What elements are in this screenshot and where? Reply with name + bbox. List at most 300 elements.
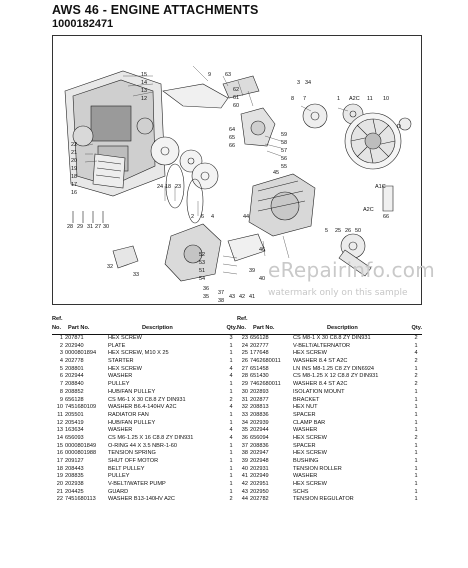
part-description: RADIATOR FAN bbox=[108, 411, 149, 418]
ref-number: 39 bbox=[241, 458, 248, 464]
quantity: 1 bbox=[229, 342, 233, 349]
quantity: 1 bbox=[414, 396, 418, 403]
part-description: WASHER bbox=[108, 373, 133, 380]
part-number: 208840 bbox=[65, 381, 84, 388]
part-number: 202951 bbox=[250, 481, 269, 488]
header-qty: Qty. bbox=[226, 325, 237, 331]
callout-66: 66 bbox=[229, 143, 236, 149]
watermark-subtext: watermark only on this sample bbox=[268, 288, 408, 298]
part-number: 651458 bbox=[250, 365, 269, 372]
quantity: 1 bbox=[414, 473, 418, 480]
part-number: 202938 bbox=[65, 481, 84, 488]
ref-number: 37 bbox=[241, 442, 248, 449]
part-number: 208835 bbox=[65, 473, 84, 480]
table-body-left bbox=[52, 335, 237, 504]
ref-number: 10 bbox=[56, 404, 63, 411]
part-number: 163634 bbox=[65, 427, 84, 434]
part-description: BRACKET bbox=[293, 396, 320, 403]
callout-36: 36 bbox=[203, 286, 210, 292]
ref-number: 4 bbox=[59, 358, 63, 365]
part-number: 209127 bbox=[65, 458, 84, 464]
table-row bbox=[237, 458, 422, 466]
header-description: Description bbox=[142, 325, 173, 331]
callout-42: 42 bbox=[239, 294, 246, 300]
callout-18: 18 bbox=[71, 174, 78, 180]
table-row bbox=[237, 420, 422, 428]
callout-58: 58 bbox=[281, 140, 288, 146]
callout-8: 8 bbox=[291, 96, 295, 102]
part-number: 208443 bbox=[65, 465, 84, 472]
callout-2: 2 bbox=[191, 214, 195, 220]
callout-57: 57 bbox=[281, 148, 288, 154]
callout-34: 34 bbox=[305, 80, 312, 86]
header-qty: Qty. bbox=[411, 325, 422, 331]
part-number: 202777 bbox=[250, 342, 269, 349]
ref-number: 42 bbox=[241, 481, 248, 488]
quantity: 4 bbox=[414, 350, 418, 357]
callout-65: 65 bbox=[229, 135, 236, 141]
table-row bbox=[52, 496, 237, 504]
part-description: WASHER bbox=[293, 427, 318, 434]
ref-number: 31 bbox=[241, 396, 248, 403]
part-number: 0000801988 bbox=[65, 450, 97, 457]
callout-43: 43 bbox=[229, 294, 236, 300]
callout-A2C: A2C bbox=[349, 96, 360, 102]
ref-number: 26 bbox=[241, 358, 248, 365]
callout-32: 32 bbox=[107, 264, 114, 270]
table-row bbox=[52, 466, 237, 474]
ref-number: 15 bbox=[56, 442, 63, 449]
table-body-right bbox=[237, 335, 422, 504]
part-description: GUARD bbox=[108, 488, 129, 495]
part-description: TENSION ROLLER bbox=[293, 465, 342, 472]
part-description: BUSHING bbox=[293, 458, 319, 464]
part-description: V-BELT/WATER PUMP bbox=[108, 481, 166, 488]
part-description: CS M8-1 X 30 C8.8 ZY DIN931 bbox=[293, 335, 371, 341]
callout-41: 41 bbox=[249, 294, 256, 300]
table-row bbox=[52, 458, 237, 466]
table-row bbox=[52, 343, 237, 351]
table-row bbox=[237, 397, 422, 405]
callout-11: 11 bbox=[367, 96, 373, 102]
ref-number: 21 bbox=[56, 488, 63, 495]
table-row bbox=[237, 381, 422, 389]
ref-number: 27 bbox=[241, 365, 248, 372]
callout-10: 10 bbox=[383, 96, 390, 102]
callout-7: 7 bbox=[303, 96, 307, 102]
quantity: 1 bbox=[229, 450, 233, 457]
callout-61: 61 bbox=[233, 95, 240, 101]
part-number: 656094 bbox=[250, 434, 269, 441]
callout-39: 39 bbox=[249, 268, 256, 274]
part-number: 656093 bbox=[65, 434, 84, 441]
table-row bbox=[52, 481, 237, 489]
table-row bbox=[52, 473, 237, 481]
quantity: 1 bbox=[229, 488, 233, 495]
callout-51: 51 bbox=[199, 268, 206, 274]
part-description: HEX SCREW bbox=[293, 450, 327, 457]
callout-6: 6 bbox=[201, 214, 205, 220]
part-number: 202948 bbox=[250, 458, 269, 464]
table-header bbox=[52, 316, 237, 335]
part-description: HEX SCREW bbox=[108, 365, 142, 372]
part-description: TENSION SPRING bbox=[108, 450, 156, 457]
header-ref: Ref. bbox=[237, 316, 248, 322]
callout-24: 24 bbox=[157, 184, 164, 190]
ref-number: 19 bbox=[56, 473, 63, 480]
part-description: WASHER 8.4 ST A2C bbox=[293, 358, 348, 365]
callout-D: D bbox=[397, 124, 401, 130]
page-title: AWS 46 - ENGINE ATTACHMENTS bbox=[52, 3, 259, 17]
part-number: 202944 bbox=[65, 373, 84, 380]
part-number: 7462680011 bbox=[250, 358, 281, 365]
part-description: PULLEY bbox=[108, 473, 130, 480]
callout-A2C-b: A2C bbox=[363, 207, 374, 213]
part-description: WASHER B6.4-140HV A2C bbox=[108, 404, 177, 411]
ref-number: 34 bbox=[241, 419, 248, 426]
table-row bbox=[237, 343, 422, 351]
part-number: 202944 bbox=[250, 427, 269, 434]
assembly-part-number: 1000182471 bbox=[52, 18, 114, 30]
ref-number: 18 bbox=[56, 465, 63, 472]
part-description: HEX SCREW bbox=[293, 481, 327, 488]
table-row bbox=[52, 412, 237, 420]
table-row bbox=[237, 373, 422, 381]
ref-number: 25 bbox=[241, 350, 248, 357]
quantity: 2 bbox=[414, 358, 418, 365]
table-row bbox=[52, 427, 237, 435]
ref-number: 22 bbox=[56, 496, 63, 503]
table-row bbox=[237, 427, 422, 435]
table-row bbox=[52, 397, 237, 405]
table-row bbox=[52, 420, 237, 428]
quantity: 4 bbox=[229, 404, 233, 411]
callout-20: 20 bbox=[71, 158, 78, 164]
ref-number: 44 bbox=[241, 496, 248, 503]
callout-22: 22 bbox=[71, 142, 78, 148]
callout-64: 64 bbox=[229, 127, 236, 133]
callout-13: 13 bbox=[141, 88, 148, 94]
part-number: 208813 bbox=[250, 404, 269, 411]
callout-27: 27 bbox=[95, 224, 102, 230]
callout-25: 25 bbox=[335, 228, 342, 234]
callout-29: 29 bbox=[77, 224, 84, 230]
callout-17: 17 bbox=[71, 182, 78, 188]
callout-19: 19 bbox=[71, 166, 78, 172]
callout-33: 33 bbox=[133, 272, 140, 278]
ref-number: 11 bbox=[57, 411, 63, 418]
quantity: 4 bbox=[229, 365, 233, 372]
callout-45: 45 bbox=[273, 170, 280, 176]
table-row bbox=[52, 443, 237, 451]
quantity: 1 bbox=[229, 465, 233, 472]
header-no: No. bbox=[237, 325, 247, 331]
callout-53: 53 bbox=[199, 260, 206, 266]
table-row bbox=[52, 373, 237, 381]
ref-number: 36 bbox=[241, 434, 248, 441]
part-description: HUB/FAN PULLEY bbox=[108, 388, 156, 395]
quantity: 1 bbox=[414, 427, 418, 434]
ref-number: 2 bbox=[59, 342, 63, 349]
table-row bbox=[237, 435, 422, 443]
part-description: SHUT OFF MOTOR bbox=[108, 458, 159, 464]
callout-4: 4 bbox=[211, 214, 215, 220]
callout-A1C: A1C bbox=[375, 184, 386, 190]
table-header bbox=[237, 316, 422, 335]
parts-table-right bbox=[237, 316, 422, 504]
quantity: 2 bbox=[414, 381, 418, 388]
quantity: 1 bbox=[229, 381, 233, 388]
ref-number: 24 bbox=[241, 342, 248, 349]
part-description: TENSION REGULATOR bbox=[293, 496, 354, 503]
part-number: 7451680113 bbox=[65, 496, 96, 503]
part-description: CLAMP BAR bbox=[293, 419, 326, 426]
table-row bbox=[237, 350, 422, 358]
part-description: HEX SCREW bbox=[293, 434, 327, 441]
quantity: 4 bbox=[229, 434, 233, 441]
part-description: SPACER bbox=[293, 442, 316, 449]
callout-56: 56 bbox=[281, 156, 288, 162]
callout-26: 26 bbox=[345, 228, 352, 234]
callout-14: 14 bbox=[141, 80, 148, 86]
part-number: 208836 bbox=[250, 442, 269, 449]
callout-12: 12 bbox=[141, 96, 148, 102]
table-row bbox=[52, 366, 237, 374]
table-row bbox=[237, 335, 422, 343]
part-description: WASHER B13-140HV A2C bbox=[108, 496, 175, 503]
callout-35: 35 bbox=[203, 294, 210, 300]
table-row bbox=[52, 389, 237, 397]
part-description: LN INS M8-1.25 C8 ZY DIN6924 bbox=[293, 365, 375, 372]
quantity: 1 bbox=[229, 350, 233, 357]
part-description: CS M6-1 X 30 C8.8 ZY DIN931 bbox=[108, 396, 186, 403]
ref-number: 20 bbox=[56, 481, 63, 488]
part-number: 202931 bbox=[250, 465, 269, 472]
callout-62: 62 bbox=[233, 87, 240, 93]
callout-9: 9 bbox=[208, 72, 212, 78]
table-row bbox=[237, 466, 422, 474]
quantity: 2 bbox=[229, 396, 233, 403]
ref-number: 8 bbox=[59, 388, 63, 395]
quantity: 3 bbox=[229, 335, 233, 341]
table-row bbox=[237, 450, 422, 458]
table-row bbox=[52, 404, 237, 412]
quantity: 1 bbox=[414, 496, 418, 503]
table-row bbox=[237, 358, 422, 366]
quantity: 1 bbox=[229, 411, 233, 418]
quantity: 2 bbox=[414, 373, 418, 380]
parts-table-left bbox=[52, 316, 237, 504]
table-row bbox=[52, 450, 237, 458]
ref-number: 40 bbox=[241, 465, 248, 472]
callout-1: 1 bbox=[337, 96, 341, 102]
part-number: 7451680109 bbox=[65, 404, 97, 411]
header-ref: Ref. bbox=[52, 316, 63, 322]
ref-number: 16 bbox=[56, 450, 63, 457]
callout-37: 37 bbox=[218, 290, 225, 296]
part-description: V-BELT/ALTERNATOR bbox=[293, 342, 351, 349]
part-number: 205419 bbox=[65, 419, 84, 426]
part-number: 202778 bbox=[65, 358, 84, 365]
part-description: WASHER bbox=[293, 473, 318, 480]
quantity: 1 bbox=[229, 442, 233, 449]
header-part-no: Part No. bbox=[253, 325, 275, 331]
callout-63: 63 bbox=[225, 72, 232, 78]
pulley-illustration bbox=[151, 137, 179, 165]
quantity: 1 bbox=[414, 465, 418, 472]
quantity: 1 bbox=[414, 419, 418, 426]
radiator-fan-illustration bbox=[345, 113, 401, 169]
callout-59: 59 bbox=[281, 132, 288, 138]
table-row bbox=[52, 358, 237, 366]
callout-28: 28 bbox=[67, 224, 74, 230]
part-number: 202949 bbox=[250, 473, 269, 480]
table-row bbox=[237, 496, 422, 504]
ref-number: 9 bbox=[59, 396, 63, 403]
part-number: 0000801894 bbox=[65, 350, 97, 357]
ref-number: 1 bbox=[59, 335, 63, 341]
part-number: 208801 bbox=[65, 365, 84, 372]
ref-number: 41 bbox=[241, 473, 248, 480]
part-number: 202782 bbox=[250, 496, 269, 503]
callout-44: 44 bbox=[243, 214, 250, 220]
part-number: 205501 bbox=[65, 411, 84, 418]
part-number: 202950 bbox=[250, 488, 269, 495]
part-description: HUB/FAN PULLEY bbox=[108, 419, 156, 426]
table-row bbox=[237, 389, 422, 397]
ref-number: 29 bbox=[241, 381, 248, 388]
part-number: 202893 bbox=[250, 388, 269, 395]
ref-number: 3 bbox=[59, 350, 63, 357]
quantity: 1 bbox=[414, 488, 418, 495]
quantity: 1 bbox=[414, 342, 418, 349]
part-number: 202947 bbox=[250, 450, 269, 457]
callout-46: 46 bbox=[259, 247, 266, 253]
quantity: 1 bbox=[414, 458, 418, 464]
part-number: 656128 bbox=[65, 396, 84, 403]
part-description: WASHER 8.4 ST A2C bbox=[293, 381, 348, 388]
part-description: HEX SCREW, M10 X 25 bbox=[108, 350, 169, 357]
callout-31: 31 bbox=[87, 224, 94, 230]
quantity: 1 bbox=[229, 481, 233, 488]
callout-23: 23 bbox=[175, 184, 182, 190]
ref-number: 33 bbox=[241, 411, 248, 418]
header-part-no: Part No. bbox=[68, 325, 90, 331]
part-description: WASHER bbox=[108, 427, 133, 434]
part-number: 651430 bbox=[250, 373, 269, 380]
table-row bbox=[52, 335, 237, 343]
table-row bbox=[52, 350, 237, 358]
ref-number: 30 bbox=[241, 388, 248, 395]
part-number: 202939 bbox=[250, 419, 269, 426]
part-description: CS M8-1.25 X 12 C8.8 ZY DIN931 bbox=[293, 373, 379, 380]
callout-15: 15 bbox=[141, 72, 148, 78]
ref-number: 28 bbox=[241, 373, 248, 380]
quantity: 1 bbox=[414, 450, 418, 457]
callout-30: 30 bbox=[103, 224, 110, 230]
header-description: Description bbox=[327, 325, 358, 331]
part-number: 202877 bbox=[250, 396, 269, 403]
callout-5: 5 bbox=[325, 228, 329, 234]
quantity: 2 bbox=[229, 496, 233, 503]
part-number: 207871 bbox=[65, 335, 84, 341]
quantity: 2 bbox=[414, 335, 418, 341]
table-row bbox=[237, 489, 422, 497]
table-row bbox=[237, 473, 422, 481]
callout-60: 60 bbox=[233, 103, 240, 109]
quantity: 1 bbox=[414, 404, 418, 411]
part-number: 208836 bbox=[250, 411, 269, 418]
ref-number: 32 bbox=[241, 404, 248, 411]
table-row bbox=[237, 481, 422, 489]
table-row bbox=[52, 435, 237, 443]
ref-number: 43 bbox=[241, 488, 248, 495]
callout-66b: 66 bbox=[383, 214, 390, 220]
part-description: HEX SCREW bbox=[108, 335, 142, 341]
quantity: 4 bbox=[229, 427, 233, 434]
ref-number: 23 bbox=[241, 335, 248, 341]
table-row bbox=[52, 381, 237, 389]
part-number: 7462680011 bbox=[250, 381, 281, 388]
quantity: 1 bbox=[414, 442, 418, 449]
ref-number: 13 bbox=[56, 427, 63, 434]
quantity: 2 bbox=[414, 434, 418, 441]
part-number: 656128 bbox=[250, 335, 269, 341]
header-no: No. bbox=[52, 325, 62, 331]
part-number: 0000801849 bbox=[65, 442, 97, 449]
part-description: BELT PULLEY bbox=[108, 465, 145, 472]
quantity: 1 bbox=[414, 481, 418, 488]
quantity: 1 bbox=[229, 388, 233, 395]
callout-18b: 18 bbox=[165, 184, 172, 190]
ref-number: 12 bbox=[56, 419, 63, 426]
callout-50: 50 bbox=[355, 228, 362, 234]
ref-number: 6 bbox=[59, 373, 63, 380]
callout-55: 55 bbox=[281, 164, 288, 170]
callout-16: 16 bbox=[71, 190, 78, 196]
part-description: SCHS bbox=[293, 488, 309, 495]
table-row bbox=[237, 366, 422, 374]
ref-number: 17 bbox=[56, 458, 63, 464]
part-number: 177648 bbox=[250, 350, 269, 357]
part-number: 208852 bbox=[65, 388, 84, 395]
quantity: 4 bbox=[229, 373, 233, 380]
part-number: 202940 bbox=[65, 342, 84, 349]
callout-40: 40 bbox=[259, 276, 266, 282]
part-description: HEX NUT bbox=[293, 404, 318, 411]
callout-52: 52 bbox=[199, 252, 206, 258]
callout-21: 21 bbox=[71, 150, 78, 156]
part-description: O-RING 44 X 3.5 NBR-1-60 bbox=[108, 442, 178, 449]
quantity: 1 bbox=[414, 365, 418, 372]
part-description: PLATE bbox=[108, 342, 126, 349]
callout-54: 54 bbox=[199, 276, 206, 282]
part-description: HEX SCREW bbox=[293, 350, 327, 357]
quantity: 1 bbox=[229, 358, 233, 365]
table-row bbox=[237, 404, 422, 412]
quantity: 1 bbox=[414, 388, 418, 395]
bracket-illustration bbox=[163, 84, 228, 108]
table-row bbox=[52, 489, 237, 497]
quantity: 1 bbox=[229, 419, 233, 426]
part-description: ISOLATION MOUNT bbox=[293, 388, 345, 395]
part-description: PULLEY bbox=[108, 381, 130, 388]
ref-number: 7 bbox=[59, 381, 63, 388]
part-description: CS M6-1.25 X 16 C8.8 ZY DIN931 bbox=[108, 434, 194, 441]
part-description: STARTER bbox=[108, 358, 134, 365]
part-number: 204425 bbox=[65, 488, 84, 495]
watermark-text: eRepairinfo.com bbox=[268, 258, 436, 282]
